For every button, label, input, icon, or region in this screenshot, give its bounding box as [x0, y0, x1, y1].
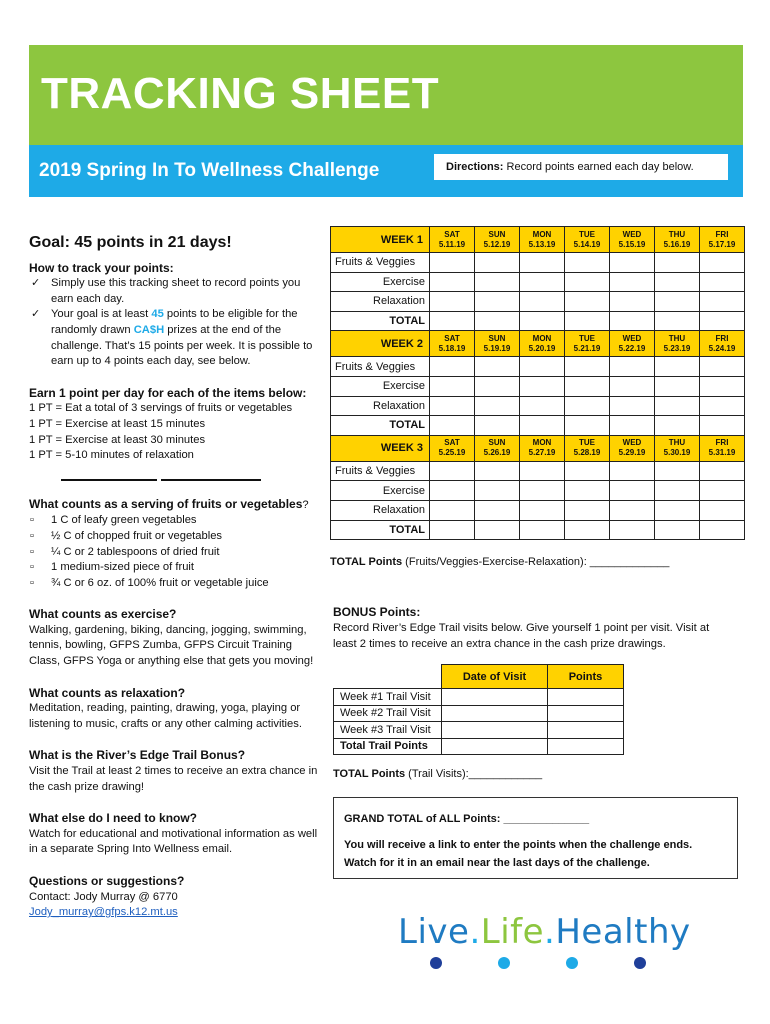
table-row [334, 689, 624, 706]
points-entry-cell[interactable] [430, 311, 475, 331]
points-entry-cell[interactable] [700, 461, 745, 481]
else-text: Watch for educational and motivational information as well in a separate Spring Into Wellness email. [29, 827, 318, 856]
serving-heading-line: What counts as a serving of fruits or vegetables? [29, 496, 309, 511]
points-entry-cell[interactable] [520, 253, 565, 273]
points-cell[interactable] [548, 722, 624, 739]
points-entry-cell[interactable] [520, 396, 565, 416]
points-entry-cell[interactable] [655, 500, 700, 520]
points-entry-cell[interactable] [655, 461, 700, 481]
points-entry-cell[interactable] [565, 272, 610, 292]
cash-word: CA$H [133, 323, 165, 336]
day-header: SAT 5.18.19 [430, 331, 475, 357]
points-entry-cell[interactable] [565, 376, 610, 396]
section-divider [61, 479, 261, 481]
contact-email-link[interactable]: Jody_murray@gfps.k12.mt.us [29, 906, 178, 919]
table-row [334, 722, 624, 739]
directions-box [434, 154, 728, 180]
relaxation-heading: What counts as relaxation? [29, 685, 186, 700]
points-entry-cell[interactable] [520, 416, 565, 436]
points-entry-cell[interactable] [655, 292, 700, 312]
points-entry-cell[interactable] [475, 396, 520, 416]
points-entry-cell[interactable] [565, 481, 610, 501]
points-entry-cell[interactable] [565, 461, 610, 481]
date-of-visit-header: Date of Visit [442, 665, 548, 689]
points-cell[interactable] [548, 689, 624, 706]
week-header-row [331, 331, 745, 357]
points-entry-cell[interactable] [475, 520, 520, 540]
points-entry-cell[interactable] [565, 500, 610, 520]
week-label: WEEK 1 [331, 227, 430, 253]
dot-icon [430, 957, 442, 969]
points-header: Points [548, 665, 624, 689]
points-entry-cell[interactable] [610, 416, 655, 436]
points-entry-cell[interactable] [700, 253, 745, 273]
date-cell[interactable] [442, 689, 548, 706]
points-cell[interactable] [548, 738, 624, 755]
day-header: SUN 5.26.19 [475, 435, 520, 461]
table-row [331, 292, 745, 312]
points-entry-cell[interactable] [430, 500, 475, 520]
day-header: FRI 5.24.19 [700, 331, 745, 357]
points-entry-cell[interactable] [565, 396, 610, 416]
week-header-row [331, 227, 745, 253]
trail-row-label: Total Trail Points [334, 738, 442, 755]
row-label: Relaxation [331, 500, 430, 520]
points-entry-cell[interactable] [655, 376, 700, 396]
tracking-table [330, 226, 745, 540]
day-header: THU 5.23.19 [655, 331, 700, 357]
day-header: WED 5.15.19 [610, 227, 655, 253]
points-entry-cell[interactable] [700, 416, 745, 436]
points-entry-cell[interactable] [610, 376, 655, 396]
table-row [334, 738, 624, 755]
earn-item: 1 PT = Eat a total of 3 servings of fruits or vegetables [29, 402, 293, 415]
points-entry-cell[interactable] [430, 481, 475, 501]
day-header: THU 5.30.19 [655, 435, 700, 461]
points-entry-cell[interactable] [610, 481, 655, 501]
points-entry-cell[interactable] [475, 461, 520, 481]
trail-visit-table [333, 664, 624, 755]
how-heading: How to track your points: [29, 260, 174, 275]
how-list [29, 276, 319, 370]
points-entry-cell[interactable] [520, 357, 565, 377]
exercise-heading: What counts as exercise? [29, 607, 177, 622]
table-row [331, 272, 745, 292]
serving-heading: What counts as a serving of fruits or vegetables [29, 496, 303, 511]
day-header: WED 5.22.19 [610, 331, 655, 357]
trail-total-label: TOTAL Points [333, 768, 406, 780]
points-entry-cell[interactable] [700, 500, 745, 520]
subtitle-banner [29, 145, 743, 197]
trail-total-detail: (Trail Visits):____________ [405, 768, 543, 780]
row-label: Exercise [331, 376, 430, 396]
grand-total-box [333, 797, 738, 879]
info-column [29, 235, 319, 921]
points-entry-cell[interactable] [655, 416, 700, 436]
points-entry-cell[interactable] [700, 357, 745, 377]
points-entry-cell[interactable] [430, 520, 475, 540]
total-points-detail: (Fruits/Veggies-Exercise-Relaxation): _____________ [402, 556, 670, 568]
bonus-text: Record River’s Edge Trail visits below. Give yourself 1 point per visit. Visit at least 2 times to receive an extra chance in the cash prize drawings. [333, 622, 710, 650]
table-row [331, 520, 745, 540]
logo-dots [430, 957, 670, 971]
points-entry-cell[interactable] [475, 376, 520, 396]
points-entry-cell[interactable] [610, 500, 655, 520]
table-row [334, 705, 624, 722]
header-banner [29, 45, 743, 145]
dot-icon [498, 957, 510, 969]
points-entry-cell[interactable] [565, 357, 610, 377]
points-entry-cell[interactable] [430, 253, 475, 273]
list-item: ▫ 1 medium-sized piece of fruit [29, 560, 319, 576]
page-title: TRACKING SHEET [41, 69, 440, 118]
points-entry-cell[interactable] [700, 520, 745, 540]
points-entry-cell[interactable] [610, 520, 655, 540]
table-row [331, 311, 745, 331]
day-header: MON 5.13.19 [520, 227, 565, 253]
points-entry-cell[interactable] [610, 357, 655, 377]
row-label: Exercise [331, 272, 430, 292]
points-entry-cell[interactable] [700, 481, 745, 501]
day-header: SAT 5.25.19 [430, 435, 475, 461]
day-header: WED 5.29.19 [610, 435, 655, 461]
list-item: ▫ ¼ C or 2 tablespoons of dried fruit [29, 545, 319, 561]
serving-list [29, 513, 319, 591]
total-points-label: TOTAL Points [330, 556, 403, 568]
directions-label: Directions: [446, 161, 504, 173]
points-cell[interactable] [548, 705, 624, 722]
points-entry-cell[interactable] [475, 416, 520, 436]
points-entry-cell[interactable] [430, 396, 475, 416]
points-entry-cell[interactable] [610, 311, 655, 331]
directions-text: Record points earned each day below. [503, 161, 694, 173]
list-item: ✓ Your goal is at least 45 points to be eligible for the randomly drawn CA$H prizes at the end of the challenge. That’s 15 points per week. It is possible to earn up to 4 points each day, see below. [29, 307, 319, 369]
earn-item: 1 PT = Exercise at least 30 minutes [29, 433, 206, 446]
table-row [331, 357, 745, 377]
earn-item: 1 PT = 5-10 minutes of relaxation [29, 449, 194, 462]
date-cell[interactable] [442, 722, 548, 739]
points-entry-cell[interactable] [565, 416, 610, 436]
points-entry-cell[interactable] [430, 357, 475, 377]
points-entry-cell[interactable] [520, 520, 565, 540]
points-entry-cell[interactable] [565, 253, 610, 273]
points-entry-cell[interactable] [520, 292, 565, 312]
points-entry-cell[interactable] [700, 272, 745, 292]
table-row [331, 416, 745, 436]
trail-total-line [333, 768, 542, 780]
date-cell[interactable] [442, 705, 548, 722]
points-entry-cell[interactable] [520, 481, 565, 501]
points-entry-cell[interactable] [520, 311, 565, 331]
points-entry-cell[interactable] [700, 376, 745, 396]
points-entry-cell[interactable] [655, 357, 700, 377]
goal-number: 45 [151, 308, 164, 321]
day-header: TUE 5.21.19 [565, 331, 610, 357]
relaxation-text: Meditation, reading, painting, drawing, yoga, playing or listening to music, crafts or any other calming activities. [29, 702, 302, 730]
points-entry-cell[interactable] [655, 520, 700, 540]
exercise-text: Walking, gardening, biking, dancing, jogging, swimming, tennis, bowling, GFPS Zumba, GFPS Circuit Training Class, GFPS Yoga or anything else that gets you moving! [29, 623, 314, 668]
points-entry-cell[interactable] [565, 520, 610, 540]
table-row [331, 396, 745, 416]
points-entry-cell[interactable] [610, 272, 655, 292]
table-row [331, 253, 745, 273]
row-label: Relaxation [331, 292, 430, 312]
row-label: Exercise [331, 481, 430, 501]
row-label: TOTAL [331, 416, 430, 436]
row-label: TOTAL [331, 311, 430, 331]
contact-text: Contact: Jody Murray @ 6770 [29, 890, 178, 903]
live-life-healthy-logo: Live.Life.Healthy [398, 912, 691, 952]
week-label: WEEK 2 [331, 331, 430, 357]
points-entry-cell[interactable] [610, 292, 655, 312]
row-label: TOTAL [331, 520, 430, 540]
row-label: Relaxation [331, 396, 430, 416]
earn-heading: Earn 1 point per day for each of the items below: [29, 385, 307, 400]
points-entry-cell[interactable] [475, 481, 520, 501]
points-entry-cell[interactable] [655, 481, 700, 501]
points-entry-cell[interactable] [475, 253, 520, 273]
points-entry-cell[interactable] [610, 461, 655, 481]
points-entry-cell[interactable] [475, 357, 520, 377]
else-heading: What else do I need to know? [29, 811, 198, 826]
list-item: ✓ Simply use this tracking sheet to record points you earn each day. [29, 276, 319, 307]
dot-icon [634, 957, 646, 969]
day-header: TUE 5.28.19 [565, 435, 610, 461]
points-entry-cell[interactable] [430, 272, 475, 292]
list-item: ▫ ½ C of chopped fruit or vegetables [29, 529, 319, 545]
points-entry-cell[interactable] [610, 396, 655, 416]
points-entry-cell[interactable] [520, 500, 565, 520]
bonus-heading: BONUS Points: [333, 605, 421, 619]
challenge-subtitle: 2019 Spring In To Wellness Challenge [39, 160, 380, 181]
total-points-line [330, 556, 669, 568]
day-header: FRI 5.17.19 [700, 227, 745, 253]
points-entry-cell[interactable] [610, 253, 655, 273]
points-entry-cell[interactable] [655, 311, 700, 331]
points-entry-cell[interactable] [565, 311, 610, 331]
trail-bonus-text: Visit the Trail at least 2 times to receive an extra chance in the cash prize drawing! [29, 765, 318, 793]
points-entry-cell[interactable] [655, 396, 700, 416]
day-header: MON 5.20.19 [520, 331, 565, 357]
points-entry-cell[interactable] [700, 292, 745, 312]
table-row [334, 665, 624, 689]
points-entry-cell[interactable] [520, 461, 565, 481]
points-entry-cell[interactable] [430, 376, 475, 396]
day-header: SUN 5.19.19 [475, 331, 520, 357]
trail-row-label: Week #2 Trail Visit [334, 705, 442, 722]
day-header: SUN 5.12.19 [475, 227, 520, 253]
day-header: SAT 5.11.19 [430, 227, 475, 253]
trail-bonus-heading: What is the River’s Edge Trail Bonus? [29, 748, 246, 763]
bonus-section [333, 604, 733, 652]
week-header-row [331, 435, 745, 461]
points-entry-cell[interactable] [700, 396, 745, 416]
points-entry-cell[interactable] [430, 416, 475, 436]
row-label: Fruits & Veggies [331, 357, 430, 377]
points-entry-cell[interactable] [700, 311, 745, 331]
trail-row-label: Week #3 Trail Visit [334, 722, 442, 739]
points-entry-cell[interactable] [520, 376, 565, 396]
row-label: Fruits & Veggies [331, 461, 430, 481]
grand-total-line: GRAND TOTAL of ALL Points: ______________ [344, 813, 590, 825]
table-row [331, 481, 745, 501]
questions-heading: Questions or suggestions? [29, 874, 185, 888]
points-entry-cell[interactable] [520, 272, 565, 292]
goal-heading: Goal: 45 points in 21 days! [29, 234, 232, 251]
points-entry-cell[interactable] [655, 253, 700, 273]
date-cell[interactable] [442, 738, 548, 755]
grand-total-note: You will receive a link to enter the points when the challenge ends. Watch for it in an email near the last days of the challenge. [344, 839, 693, 869]
points-entry-cell[interactable] [430, 292, 475, 312]
day-header: THU 5.16.19 [655, 227, 700, 253]
list-item: ▫ 1 C of leafy green vegetables [29, 513, 319, 529]
points-entry-cell[interactable] [475, 272, 520, 292]
trail-row-label: Week #1 Trail Visit [334, 689, 442, 706]
points-entry-cell[interactable] [655, 272, 700, 292]
day-header: TUE 5.14.19 [565, 227, 610, 253]
week-label: WEEK 3 [331, 435, 430, 461]
points-entry-cell[interactable] [430, 461, 475, 481]
list-item: ▫ ¾ C or 6 oz. of 100% fruit or vegetable juice [29, 576, 319, 592]
table-row [331, 376, 745, 396]
points-entry-cell[interactable] [475, 292, 520, 312]
row-label: Fruits & Veggies [331, 253, 430, 273]
table-row [331, 461, 745, 481]
day-header: MON 5.27.19 [520, 435, 565, 461]
table-row [331, 500, 745, 520]
points-entry-cell[interactable] [565, 292, 610, 312]
points-entry-cell[interactable] [475, 311, 520, 331]
dot-icon [566, 957, 578, 969]
earn-item: 1 PT = Exercise at least 15 minutes [29, 417, 206, 430]
points-entry-cell[interactable] [475, 500, 520, 520]
day-header: FRI 5.31.19 [700, 435, 745, 461]
